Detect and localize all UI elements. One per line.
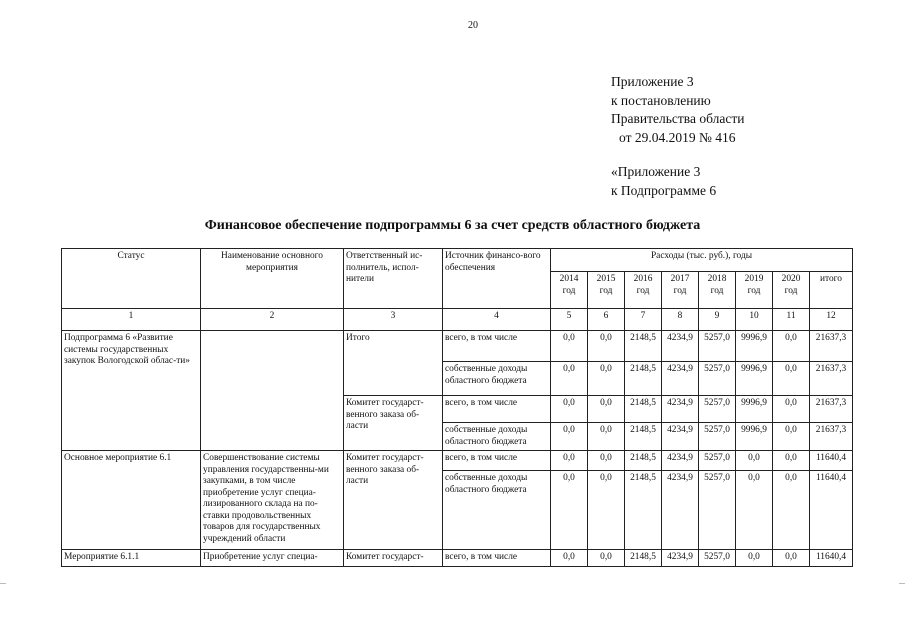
cell-value: 4234,9 [662, 471, 699, 550]
cell-value: 5257,0 [699, 471, 736, 550]
cell-value: 21637,3 [810, 396, 853, 423]
financing-table [61, 248, 853, 567]
cell-value: 4234,9 [662, 396, 699, 423]
cell-value: 4234,9 [662, 423, 699, 451]
header-name: Наименование основного мероприятия [201, 249, 344, 309]
cell-source: всего, в том числе [443, 550, 551, 567]
appendix2-line: «Приложение 3 [611, 164, 701, 179]
cell-status: Основное мероприятие 6.1 [62, 451, 201, 550]
cell-executor: Комитет государст-венного заказа об-ласти [344, 396, 443, 451]
column-number: 9 [699, 309, 736, 331]
appendix2-line: к Подпрограмме 6 [611, 182, 717, 198]
cell-status: Мероприятие 6.1.1 [62, 550, 201, 567]
header-year: 2014 год [551, 272, 588, 309]
cell-name [201, 331, 344, 451]
column-number: 5 [551, 309, 588, 331]
header-year: 2020 год [773, 272, 810, 309]
table-row [62, 331, 853, 362]
cell-source: всего, в том числе [443, 331, 551, 362]
cell-source: всего, в том числе [443, 451, 551, 471]
header-year: 2016 год [625, 272, 662, 309]
column-number: 10 [736, 309, 773, 331]
column-number: 6 [588, 309, 625, 331]
cell-value: 0,0 [588, 423, 625, 451]
cell-value: 21637,3 [810, 331, 853, 362]
header-status: Статус [62, 249, 201, 309]
cell-executor: Итого [344, 331, 443, 396]
appendix-block [611, 73, 744, 200]
header-year: 2019 год [736, 272, 773, 309]
cell-value: 5257,0 [699, 423, 736, 451]
cell-value: 11640,4 [810, 550, 853, 567]
header-year: 2015 год [588, 272, 625, 309]
cell-source: собственные доходы областного бюджета [443, 471, 551, 550]
cell-value: 0,0 [588, 362, 625, 396]
cell-name: Совершенствование системы управления государственны-ми закупками, в том числе приобретение услуг специа-лизированного склада на по-ставки продовольственных товаров для государственных учреждений области [201, 451, 344, 550]
column-number: 4 [443, 309, 551, 331]
cell-value: 0,0 [551, 396, 588, 423]
cell-value: 21637,3 [810, 423, 853, 451]
document-title: Финансовое обеспечение подпрограммы 6 за счет средств областного бюджета [204, 218, 701, 233]
cell-value: 5257,0 [699, 550, 736, 567]
cell-value: 0,0 [551, 550, 588, 567]
margin-mark [899, 583, 905, 584]
cell-value: 2148,5 [625, 550, 662, 567]
header-executor: Ответственный ис-полнитель, испол-нители [344, 249, 443, 309]
header-source: Источник финансо-вого обеспечения [443, 249, 551, 309]
table-row [62, 550, 853, 567]
cell-status: Подпрограмма 6 «Развитие системы государственных закупок Вологодской облас-ти» [62, 331, 201, 451]
cell-value: 0,0 [551, 423, 588, 451]
cell-value: 0,0 [588, 451, 625, 471]
cell-value: 4234,9 [662, 362, 699, 396]
cell-value: 0,0 [551, 471, 588, 550]
cell-value: 9996,9 [736, 362, 773, 396]
cell-value: 9996,9 [736, 423, 773, 451]
cell-value: 5257,0 [699, 362, 736, 396]
cell-value: 0,0 [551, 331, 588, 362]
appendix-line: Правительства области [611, 111, 745, 126]
cell-value: 0,0 [736, 451, 773, 471]
cell-source: собственные доходы областного бюджета [443, 362, 551, 396]
cell-name: Приобретение услуг специа- [201, 550, 344, 567]
cell-value: 2148,5 [625, 396, 662, 423]
header-year: 2017 год [662, 272, 699, 309]
cell-value: 0,0 [588, 550, 625, 567]
margin-mark [0, 583, 6, 584]
column-number: 1 [62, 309, 201, 331]
cell-value: 0,0 [773, 550, 810, 567]
cell-value: 2148,5 [625, 362, 662, 396]
column-number: 12 [810, 309, 853, 331]
cell-value: 21637,3 [810, 362, 853, 396]
cell-value: 4234,9 [662, 331, 699, 362]
cell-value: 0,0 [773, 423, 810, 451]
cell-value: 0,0 [588, 331, 625, 362]
cell-executor: Комитет государст- [344, 550, 443, 567]
cell-value: 4234,9 [662, 451, 699, 471]
cell-source: всего, в том числе [443, 396, 551, 423]
appendix-line: Приложение 3 [611, 74, 694, 89]
cell-value: 0,0 [588, 471, 625, 550]
column-number: 3 [344, 309, 443, 331]
column-number: 11 [773, 309, 810, 331]
cell-value: 2148,5 [625, 471, 662, 550]
cell-value: 9996,9 [736, 396, 773, 423]
cell-value: 11640,4 [810, 451, 853, 471]
cell-value: 2148,5 [625, 331, 662, 362]
cell-value: 0,0 [736, 471, 773, 550]
appendix-line: от 29.04.2019 № 416 [619, 129, 736, 145]
cell-executor: Комитет государст-венного заказа об-ласти [344, 451, 443, 550]
cell-value: 0,0 [773, 396, 810, 423]
cell-value: 0,0 [588, 396, 625, 423]
column-number: 7 [625, 309, 662, 331]
cell-value: 5257,0 [699, 396, 736, 423]
cell-value: 9996,9 [736, 331, 773, 362]
cell-source: собственные доходы областного бюджета [443, 423, 551, 451]
cell-value: 0,0 [773, 451, 810, 471]
appendix-line: к постановлению [611, 92, 711, 108]
cell-value: 0,0 [773, 362, 810, 396]
cell-value: 2148,5 [625, 423, 662, 451]
cell-value: 4234,9 [662, 550, 699, 567]
cell-value: 2148,5 [625, 451, 662, 471]
header-year: итого [810, 272, 853, 309]
cell-value: 5257,0 [699, 451, 736, 471]
cell-value: 0,0 [773, 331, 810, 362]
header-expenses: Расходы (тыс. руб.), годы [551, 249, 853, 272]
header-year: 2018 год [699, 272, 736, 309]
cell-value: 5257,0 [699, 331, 736, 362]
column-number: 8 [662, 309, 699, 331]
column-number: 2 [201, 309, 344, 331]
cell-value: 0,0 [551, 362, 588, 396]
page-number: 20 [468, 20, 478, 31]
cell-value: 0,0 [551, 451, 588, 471]
table-row [62, 451, 853, 471]
cell-value: 0,0 [773, 471, 810, 550]
cell-value: 11640,4 [810, 471, 853, 550]
cell-value: 0,0 [736, 550, 773, 567]
